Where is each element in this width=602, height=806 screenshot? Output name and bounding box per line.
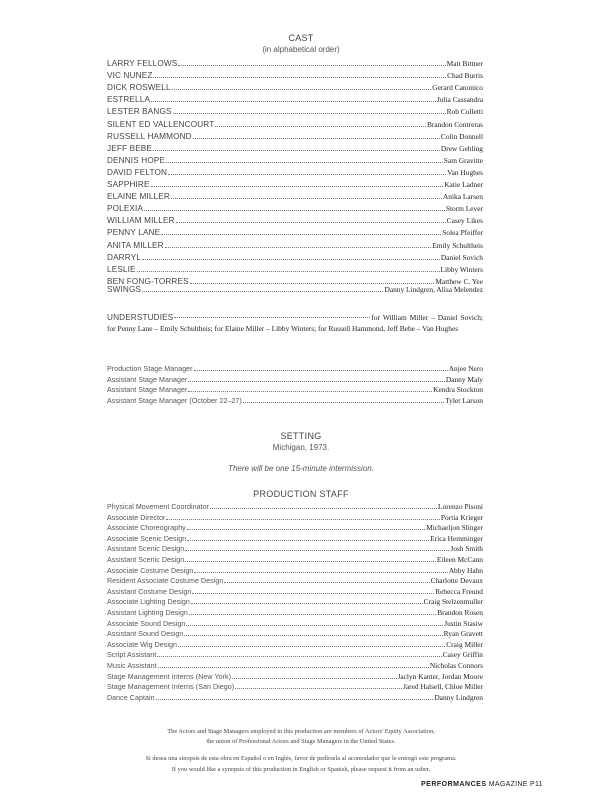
leader-dots — [210, 508, 437, 509]
cast-row-role: POLEXIA — [107, 204, 144, 214]
staff-row-role: Stage Management Interns (New York) — [107, 672, 231, 681]
stage-manager-row-role: Assistant Stage Manager — [107, 386, 188, 395]
leader-dots — [153, 150, 440, 151]
stage-manager-row-name: Tyler Larson — [445, 396, 483, 406]
staff-row-name: Ryan Gravett — [443, 629, 483, 639]
cast-row-name: Gerard Canonico — [432, 83, 483, 93]
staff-row — [107, 670, 483, 681]
staff-row-role: Assistant Scenic Design — [107, 556, 185, 564]
staff-row-name: Danny Lindgren — [434, 692, 483, 702]
cast-row — [107, 263, 483, 274]
leader-dots — [193, 138, 440, 139]
staff-row — [107, 638, 483, 649]
cast-row-role: LESTER BANGS — [107, 107, 172, 117]
staff-row-role: Assistant Lighting Design — [107, 609, 188, 617]
stage-manager-row — [107, 394, 483, 405]
cast-row-role: JEFF BEBE — [107, 143, 153, 153]
staff-row-name: Erica Hemminger — [430, 533, 483, 543]
staff-row-name: Rebecca Freund — [435, 586, 483, 596]
cast-row-role: RUSSELL HAMMOND — [107, 131, 192, 141]
leader-dots — [178, 646, 445, 647]
cast-row — [107, 202, 483, 213]
magazine-name: PERFORMANCES — [421, 781, 487, 788]
cast-row — [107, 226, 483, 237]
stage-manager-row — [107, 373, 483, 384]
staff-row — [107, 532, 483, 543]
staff-row-name: Josh Smith — [450, 544, 483, 554]
stage-manager-row-role: Production Stage Manager — [107, 365, 193, 373]
staff-row — [107, 511, 483, 522]
cast-row — [107, 239, 483, 250]
leader-dots — [232, 678, 397, 679]
leader-dots — [151, 101, 436, 102]
cast-heading: CAST — [288, 33, 314, 43]
stage-manager-row — [107, 362, 483, 373]
cast-row — [107, 118, 483, 129]
leader-dots — [142, 291, 383, 292]
cast-row — [107, 81, 483, 92]
staff-row-name: Charlotte Devaux — [430, 576, 483, 586]
english-note: If you would like a synopsis of this production in English or Spanish, please request it from an usher. — [171, 766, 431, 773]
cast-row-role: SAPPHIRE — [107, 180, 150, 189]
stage-manager-row-role: Assistant Stage Manager — [107, 375, 188, 384]
staff-row-name: Craig Stelzenmuller — [423, 597, 483, 607]
staff-row-name: Michaeljon Slinger — [426, 523, 483, 533]
cast-row-name: Solea Pfeiffer — [442, 228, 483, 238]
staff-row — [107, 680, 483, 691]
leader-dots — [173, 113, 446, 114]
setting-heading: SETTING — [280, 431, 322, 441]
staff-row-role: Associate Scenic Design — [107, 534, 187, 543]
staff-row — [107, 627, 483, 638]
staff-row-name: Casey Griffin — [442, 650, 483, 660]
staff-row-role: Associate Director — [107, 513, 166, 522]
leader-dots — [194, 572, 447, 573]
leader-dots — [144, 210, 445, 211]
leader-dots — [166, 162, 443, 163]
leader-dots — [189, 614, 436, 615]
staff-row-name: Nicholas Connors — [429, 661, 483, 670]
stage-manager-row-name: Kendra Stockton — [433, 385, 483, 395]
swings-row — [107, 283, 483, 294]
magazine-label: MAGAZINE — [488, 781, 528, 788]
staff-row-role: Associate Costume Design — [107, 566, 194, 575]
cast-row — [107, 142, 483, 153]
cast-subheading: (in alphabetical order) — [262, 45, 340, 54]
cast-row-name: Anika Larsen — [442, 192, 483, 202]
cast-row-name: Rob Colletti — [446, 107, 483, 117]
swings-label: SWINGS — [107, 285, 142, 294]
leader-dots — [166, 519, 439, 520]
leader-dots — [235, 688, 402, 689]
staff-row-name: Craig Miller — [446, 639, 483, 649]
cast-row-role: DAVID FELTON — [107, 167, 168, 177]
cast-row-role: LESLIE — [107, 264, 136, 274]
cast-row — [107, 130, 483, 141]
staff-row-role: Associate Choreography — [107, 524, 186, 533]
leader-dots — [157, 656, 441, 657]
staff-row — [107, 617, 483, 628]
cast-row-role: VIC NUNEZ — [107, 71, 153, 81]
cast-row-role: WILLIAM MILLER — [107, 216, 175, 226]
leader-dots — [188, 381, 444, 382]
stage-manager-row-role: Assistant Stage Manager (October 22–27) — [107, 397, 242, 406]
leader-dots — [188, 391, 432, 392]
leader-dots — [171, 198, 442, 199]
staff-row-name: Brandon Rosen — [437, 608, 483, 617]
understudies-label: UNDERSTUDIES — [107, 313, 174, 322]
leader-dots — [168, 174, 446, 175]
staff-row-role: Stage Management Interns (San Diego) — [107, 683, 235, 692]
leader-dots — [187, 540, 429, 541]
leader-dots — [192, 593, 434, 594]
staff-row-name: Lorenzo Pisoni — [438, 502, 483, 511]
leader-dots — [161, 234, 441, 235]
staff-row — [107, 500, 483, 511]
staff-row-role: Physical Movement Coordinator — [107, 503, 209, 511]
staff-row-role: Music Assistant — [107, 662, 157, 670]
cast-row-role: DARRYL — [107, 252, 141, 262]
staff-row — [107, 521, 483, 532]
leader-dots — [215, 126, 426, 127]
leader-dots — [178, 65, 445, 66]
staff-row-name: Justin Stasiw — [444, 618, 483, 628]
cast-row-role: DICK ROSWELL — [107, 83, 171, 93]
staff-row-role: Assistant Sound Design — [107, 630, 184, 639]
cast-row-role: ESTRELLA — [107, 95, 151, 105]
stage-manager-row — [107, 383, 483, 394]
leader-dots — [185, 550, 449, 551]
staff-row — [107, 564, 483, 575]
cast-row-role: DENNIS HOPE — [107, 155, 166, 165]
staff-row-role: Assistant Scenic Design — [107, 545, 185, 554]
staff-row-name: Jaclyn Kanter, Jordan Moore — [397, 671, 483, 681]
leader-dots — [137, 271, 440, 272]
cast-row-role: BEN FONG-TORRES — [107, 276, 189, 286]
cast-row-name: Sam Gravitte — [443, 155, 483, 165]
cast-row-role: ANITA MILLER — [107, 240, 164, 250]
cast-row — [107, 154, 483, 165]
equity-line-1: The Actors and Stage Managers employed in this production are members of Actors' Equity Association, — [167, 728, 435, 735]
cast-row-name: Drew Gehling — [440, 143, 483, 153]
leader-dots — [142, 259, 440, 260]
leader-dots — [224, 582, 429, 583]
staff-row-role: Associate Lighting Design — [107, 598, 190, 607]
cast-row — [107, 57, 483, 68]
cast-row-name: Emily Schultheis — [432, 240, 483, 250]
cast-row — [107, 214, 483, 225]
cast-row — [107, 69, 483, 80]
swings-value: Danny Lindgren, Alisa Melendez — [384, 285, 483, 294]
leader-dots — [172, 89, 432, 90]
leader-dots — [151, 186, 444, 187]
staff-row — [107, 595, 483, 606]
cast-row-name: Libby Winters — [440, 264, 483, 274]
staff-row — [107, 553, 483, 564]
cast-row-name: Brandon Contreras — [426, 119, 483, 129]
staff-row — [107, 691, 483, 702]
equity-line-2: the union of Professional Actors and Stage Managers in the United States. — [206, 738, 396, 745]
understudies-text: for William Miller – Daniel Sovich; for Penny Lane – Emily Schultheis; for Elaine Miller – Libby Winters; for Russell Hammond, Jeff Bebe – Van Hughes — [107, 313, 483, 333]
cast-row — [107, 190, 483, 201]
staff-row-role: Resident Associate Costume Design — [107, 577, 224, 586]
leader-dots — [165, 247, 432, 248]
spanish-note: Si desea una sinopsis de esta obra en Español o en Inglés, favor de pedírsela al acomodador que le entregó este programa. — [145, 755, 457, 762]
staff-row — [107, 585, 483, 596]
staff-row — [107, 574, 483, 585]
staff-row — [107, 606, 483, 617]
cast-row-role: PENNY LANE — [107, 228, 161, 238]
leader-dots — [176, 222, 446, 223]
staff-row-name: Jared Halsell, Chloe Miller — [402, 682, 483, 692]
page-number: P11 — [529, 781, 543, 788]
leader-dots — [158, 667, 429, 668]
stage-manager-row-name: Danny Maly — [445, 374, 483, 384]
staff-row-role: Script Assistant — [107, 651, 157, 660]
staff-row-role: Assistant Costume Design — [107, 587, 192, 596]
cast-row-name: Storm Lever — [445, 204, 483, 214]
cast-row-name: Matt Bittner — [446, 59, 483, 68]
setting-location: Michigan, 1973. — [272, 443, 330, 452]
cast-row — [107, 93, 483, 104]
staff-row-role: Dance Captain — [107, 693, 155, 702]
cast-row-name: Julia Cassandra — [436, 95, 483, 105]
cast-row-name: Katie Ladner — [444, 180, 483, 189]
staff-row-name: Portia Krieger — [440, 512, 483, 522]
cast-row-role: SILENT ED VALLENCOURT — [107, 119, 215, 129]
staff-row-name: Eileen McCann — [436, 555, 483, 564]
staff-row-role: Associate Sound Design — [107, 619, 186, 628]
leader-dots — [156, 699, 434, 700]
cast-row-name: Van Hughes — [447, 167, 483, 177]
staff-row — [107, 648, 483, 659]
cast-row-role: ELAINE MILLER — [107, 192, 170, 202]
production-staff-heading: PRODUCTION STAFF — [253, 489, 349, 499]
staff-row-name: Abby Hahn — [448, 565, 483, 575]
cast-row — [107, 178, 483, 189]
cast-row-name: Colin Donnell — [440, 131, 483, 141]
intermission-note: There will be one 15-minute intermission. — [228, 464, 374, 473]
leader-dots — [191, 603, 423, 604]
understudies-block — [107, 313, 483, 334]
staff-row — [107, 659, 483, 670]
stage-manager-row-name: Anjee Nero — [448, 364, 483, 373]
cast-row — [107, 105, 483, 116]
cast-row-name: Daniel Sovich — [440, 252, 483, 262]
leader-dots — [186, 625, 443, 626]
leader-dots — [184, 635, 442, 636]
staff-row-role: Associate Wig Design — [107, 640, 177, 649]
cast-row-name: Matthew C. Yee — [435, 276, 483, 286]
leader-dots — [187, 529, 425, 530]
leader-dots — [194, 370, 448, 371]
cast-row-name: Chad Burris — [447, 71, 483, 81]
cast-row-name: Casey Likes — [446, 216, 483, 226]
leader-dots — [174, 317, 370, 318]
leader-dots — [185, 561, 436, 562]
leader-dots — [243, 402, 444, 403]
cast-row — [107, 166, 483, 177]
leader-dots — [153, 77, 446, 78]
cast-row-role: LARRY FELLOWS — [107, 59, 178, 68]
cast-row — [107, 251, 483, 262]
magazine-footer — [421, 781, 543, 788]
staff-row — [107, 542, 483, 553]
